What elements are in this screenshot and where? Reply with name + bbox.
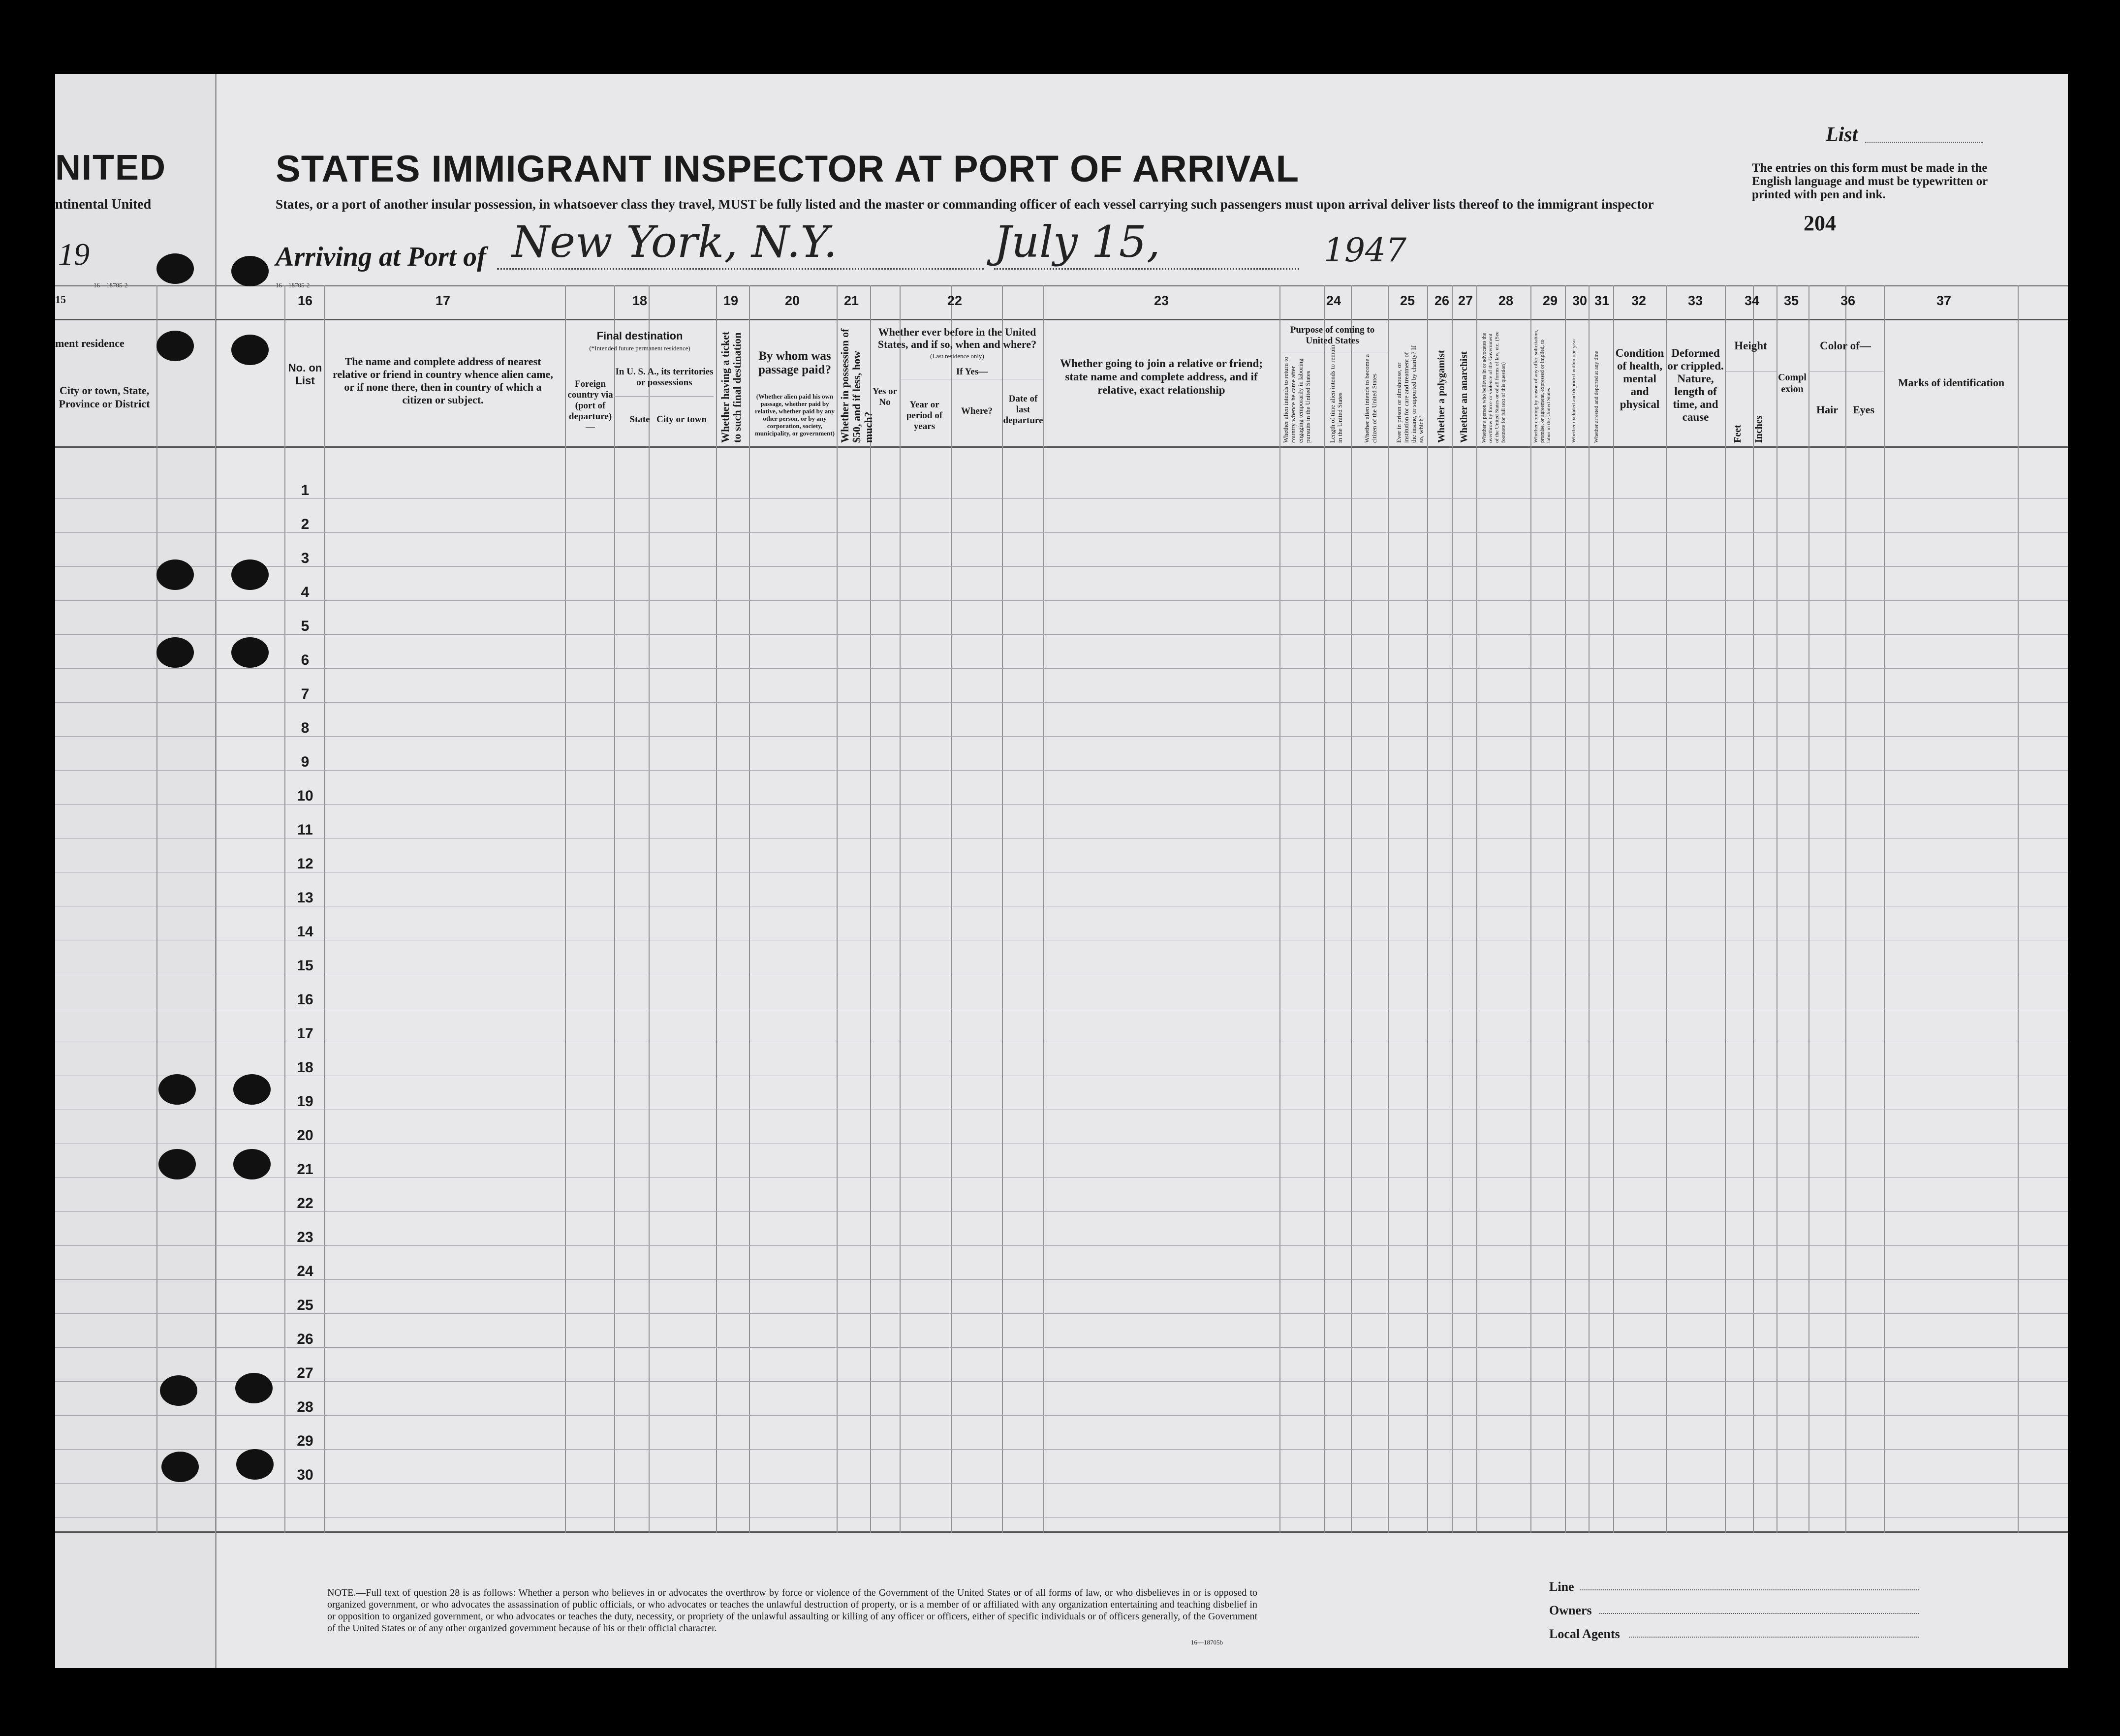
col-num-35: 35 [1783, 293, 1799, 308]
col-num-16: 16 [297, 293, 313, 308]
row-rule [55, 634, 2068, 635]
col-num-20: 20 [784, 293, 800, 308]
col-num-24: 24 [1326, 293, 1341, 308]
left-col-subheader: City or town, State, Province or District [59, 384, 150, 410]
col-num-33: 33 [1687, 293, 1703, 308]
row-number: 20 [297, 1127, 313, 1144]
row-number: 3 [301, 550, 310, 566]
column-rule [1884, 285, 1885, 1533]
row-number: 25 [297, 1297, 313, 1313]
column-rule [1845, 285, 1846, 1533]
left-year-fragment: 19 [58, 237, 90, 272]
agents-label: Local Agents [1549, 1627, 1620, 1641]
column-rule [1324, 285, 1325, 1533]
previous-page-strip [55, 74, 217, 1668]
col-num-27: 27 [1458, 293, 1473, 308]
column-rule [649, 285, 650, 1533]
col-num-18: 18 [632, 293, 648, 308]
col-num-29: 29 [1542, 293, 1558, 308]
row-number: 8 [301, 720, 310, 736]
punch-hole [158, 1149, 196, 1179]
row-number: 28 [297, 1399, 313, 1415]
col-num-36: 36 [1840, 293, 1856, 308]
row-number: 29 [297, 1433, 313, 1449]
row-number: 21 [297, 1161, 313, 1178]
port-line [497, 268, 984, 270]
row-number: 26 [297, 1331, 313, 1347]
column-rule [1476, 285, 1477, 1533]
list-label: List [1826, 124, 1858, 146]
table-bottom-rule [55, 1531, 2068, 1533]
footer-note: NOTE.—Full text of question 28 is as follows: Whether a person who believes in or advocates the overthrow by force or violence of the Government of the United States or of all forms of law, or who disbelieves in or is opposed to organized government, or who advocates the assassination of public officials, or who advocates or teaches the unlawful destruction of property, or is a member of or affiliated with any organization entertaining and teaching disbelief in or opposition to organized government, or who advocates or teaches the duty, necessity, or propriety of the unlawful assaulting or killing of any officer or officers, either of specific individuals or of officers generally, of the Government of the United States or of any other organized government because of his or their official character. [327, 1587, 1257, 1634]
col20-header: By whom was passage paid? [758, 349, 831, 376]
col36-eyes: Eyes [1853, 403, 1874, 416]
list-number: 204 [1804, 211, 1836, 235]
punch-hole [231, 256, 269, 286]
col22-where: Where? [961, 406, 993, 416]
col35-header: Complexion [1778, 372, 1807, 395]
row-number: 11 [297, 822, 313, 838]
col-num-17: 17 [435, 293, 451, 308]
col22-years: Year or period of years [906, 400, 943, 432]
col23-header: Whether going to join a relative or friend; state name and complete address, and if relative, exact relationship [1060, 357, 1263, 396]
col36-hair: Hair [1816, 403, 1838, 416]
column-rule [1613, 285, 1614, 1533]
row-rule [55, 1211, 2068, 1212]
col22-last-departure: Date of last departure [1003, 394, 1043, 426]
col17-header: The name and complete address of nearest relative or friend in country whence alien came, or if none there, then in country of which a citizen or subject. [333, 355, 553, 406]
form-title: STATES IMMIGRANT INSPECTOR AT PORT OF ARRIVAL [276, 148, 1300, 190]
row-number: 10 [297, 788, 313, 804]
col16-header: No. on List [288, 362, 322, 387]
col22-header: Whether ever before in the United States, and if so, when and where? [877, 326, 1037, 350]
column-rule [2018, 285, 2019, 1533]
col24-sub-return: Whether alien intends to return to country whence he came after engaging temporarily in laboring pursuits in the United States [1282, 356, 1311, 443]
row-rule [55, 1279, 2068, 1280]
col18-foreign: Foreign country via (port of departure)— [567, 379, 613, 433]
col26-header: Whether a polygamist [1436, 350, 1447, 443]
row-number: 17 [297, 1025, 313, 1042]
col24-sub-citizen: Whether alien intends to become a citizen of the United States [1363, 354, 1378, 443]
column-rule [156, 285, 157, 1533]
column-rule [614, 285, 615, 1533]
row-rule [55, 498, 2068, 499]
form-subtitle: States, or a port of another insular possession, in whatsoever class they travel, MUST be fully listed and the master or commanding officer of each vessel carrying such passengers must upon arrival deliver lists thereof to the immigrant inspector [276, 197, 1654, 212]
row-number: 30 [297, 1467, 313, 1483]
row-rule [55, 1245, 2068, 1246]
row-number: 9 [301, 754, 310, 770]
row-number: 4 [301, 584, 310, 600]
left-title-fragment: NITED [55, 148, 166, 187]
subheader-rule [614, 396, 714, 397]
row-number: 24 [297, 1263, 313, 1279]
row-number: 19 [297, 1093, 313, 1110]
col-num-26: 26 [1434, 293, 1450, 308]
line-field [1580, 1589, 1919, 1590]
row-number: 12 [297, 856, 313, 872]
col24-header: Purpose of coming to United States [1290, 325, 1375, 346]
col31-header: Whether arrested and deported at any time [1593, 351, 1599, 443]
col18-city: City or town [656, 414, 707, 425]
column-rule [1002, 285, 1003, 1533]
col32-header: Condition of health, mental and physical [1615, 347, 1664, 410]
left-col-header: ment residence [55, 337, 125, 349]
row-number: 22 [297, 1195, 313, 1211]
year-handwritten: 1947 [1324, 231, 1406, 269]
col-num-25: 25 [1400, 293, 1415, 308]
list-number-line [1865, 142, 1983, 143]
col28-header: Whether a person who believes in or advocates the overthrow by force or violence of the Government of the United States or of all forms of law, etc. (See footnote for full text of this question) [1481, 331, 1506, 443]
row-number: 13 [297, 890, 313, 906]
col22-note: (Last residence only) [930, 352, 984, 360]
owners-label: Owners [1549, 1603, 1592, 1617]
column-rule [749, 285, 750, 1533]
column-rule [1753, 285, 1754, 1533]
column-rule [900, 285, 901, 1533]
col34-header: Height [1734, 340, 1767, 352]
row-number: 27 [297, 1365, 313, 1381]
punch-hole [231, 637, 269, 668]
punch-hole [158, 1074, 196, 1105]
col20-note: (Whether alien paid his own passage, whether paid by relative, whether paid by any other person, or by any corporation, society, municipality, or government) [755, 393, 835, 437]
row-number: 18 [297, 1059, 313, 1076]
punch-hole [160, 1375, 197, 1406]
date-line [994, 268, 1299, 270]
col30-header: Whether excluded and deported within one year [1571, 339, 1577, 443]
row-number: 16 [297, 992, 313, 1008]
arriving-label: Arriving at Port of [276, 242, 486, 272]
col18-note: (*Intended future permanent residence) [589, 344, 690, 352]
row-rule [55, 1347, 2068, 1348]
column-rule [1666, 285, 1667, 1533]
left-subtitle-fragment: ntinental United [55, 197, 152, 212]
column-rule [1725, 285, 1726, 1533]
col-num-37: 37 [1936, 293, 1952, 308]
line-label: Line [1549, 1580, 1574, 1594]
punch-hole [235, 1373, 273, 1403]
punch-hole [156, 331, 194, 361]
col33-header: Deformed or crippled. Nature, length of time, and cause [1667, 347, 1724, 423]
col-num-23: 23 [1154, 293, 1169, 308]
punch-hole [156, 637, 194, 668]
row-number: 6 [301, 652, 310, 668]
row-rule [55, 1381, 2068, 1382]
col37-header: Marks of identification [1898, 376, 2005, 389]
column-rule [1279, 285, 1280, 1533]
col18-state: State [629, 414, 650, 425]
column-rule [1808, 285, 1809, 1533]
table-top-rule [55, 285, 2068, 286]
row-rule [55, 736, 2068, 737]
port-handwritten: New York, N.Y. [512, 217, 838, 267]
col34-inches: Inches [1753, 415, 1764, 443]
row-number: 23 [297, 1229, 313, 1245]
col22-yes-no: Yes or No [872, 386, 898, 407]
column-rule [1530, 285, 1531, 1533]
punch-hole [233, 1074, 271, 1105]
row-rule [55, 1483, 2068, 1484]
column-rule [870, 285, 871, 1533]
col-num-21: 21 [843, 293, 859, 308]
col-num-28: 28 [1498, 293, 1514, 308]
row-rule [55, 668, 2068, 669]
punch-hole [231, 335, 269, 365]
col18-usa: In U. S. A., its territories or possessions [615, 367, 714, 388]
col36-header: Color of— [1820, 340, 1871, 352]
form-instructions: The entries on this form must be made in the English language and must be typewritten or printed with pen and ink. [1752, 161, 1988, 201]
row-rule [55, 770, 2068, 771]
column-rule [1452, 285, 1453, 1533]
column-rule [215, 285, 216, 1533]
column-rule [837, 285, 838, 1533]
row-number: 5 [301, 618, 310, 634]
owners-field [1599, 1613, 1919, 1614]
footer-code: 16—18705b [1191, 1639, 1223, 1646]
row-number: 2 [301, 516, 310, 532]
row-rule [55, 566, 2068, 567]
row-rule [55, 1449, 2068, 1450]
punch-hole [236, 1449, 274, 1480]
row-rule [55, 1517, 2068, 1518]
column-rule [1427, 285, 1428, 1533]
col25-header: Ever in prison or almshouse, or institution for care and treatment of the insane, or supported by charity? If so, which? [1395, 345, 1425, 443]
col27-header: Whether an anarchist [1459, 351, 1469, 443]
column-rule [565, 285, 566, 1533]
col-num-22: 22 [947, 293, 963, 308]
column-rule [951, 285, 952, 1533]
col18-header: Final destination [596, 330, 683, 342]
punch-hole [156, 559, 194, 590]
column-rule [1565, 285, 1566, 1533]
row-rule [55, 1313, 2068, 1314]
col29-header: Whether coming by reason of any offer, solicitation, promise, or agreement, expressed or implied, to labor in the United States [1533, 330, 1552, 443]
row-rule [55, 532, 2068, 533]
punch-hole [231, 559, 269, 590]
col-num-34: 34 [1744, 293, 1760, 308]
left-col-number: 15 [55, 293, 66, 306]
col22-if-yes: If Yes— [956, 367, 988, 377]
col-num-19: 19 [723, 293, 739, 308]
column-rule [1589, 285, 1590, 1533]
col-num-30: 30 [1572, 293, 1588, 308]
col-number-rule [55, 319, 2068, 320]
col-num-31: 31 [1594, 293, 1610, 308]
row-number: 15 [297, 958, 313, 974]
col21-header: Whether in possession of $50, and if less, how much? [839, 328, 874, 443]
col24-sub-length: Length of time alien intends to remain in the United States [1329, 344, 1343, 443]
manifest-sheet [55, 74, 2068, 1668]
column-rule [1351, 285, 1352, 1533]
row-rule [55, 702, 2068, 703]
column-rule [716, 285, 717, 1533]
date-handwritten: July 15, [994, 217, 1160, 267]
row-rule [55, 1415, 2068, 1416]
punch-hole [156, 253, 194, 284]
column-rule [1388, 285, 1389, 1533]
row-number: 1 [301, 482, 310, 498]
col34-feet: Feet [1732, 425, 1743, 443]
row-number: 7 [301, 686, 310, 702]
row-rule [55, 600, 2068, 601]
row-number: 14 [297, 924, 313, 940]
agents-field [1629, 1637, 1919, 1638]
punch-hole [161, 1452, 199, 1482]
col19-header: Whether having a ticket to such final destination [719, 331, 743, 443]
punch-hole [233, 1149, 271, 1179]
col-num-32: 32 [1631, 293, 1647, 308]
header-bottom-rule [55, 446, 2068, 448]
column-rule [1043, 285, 1044, 1533]
row-rule [55, 804, 2068, 805]
